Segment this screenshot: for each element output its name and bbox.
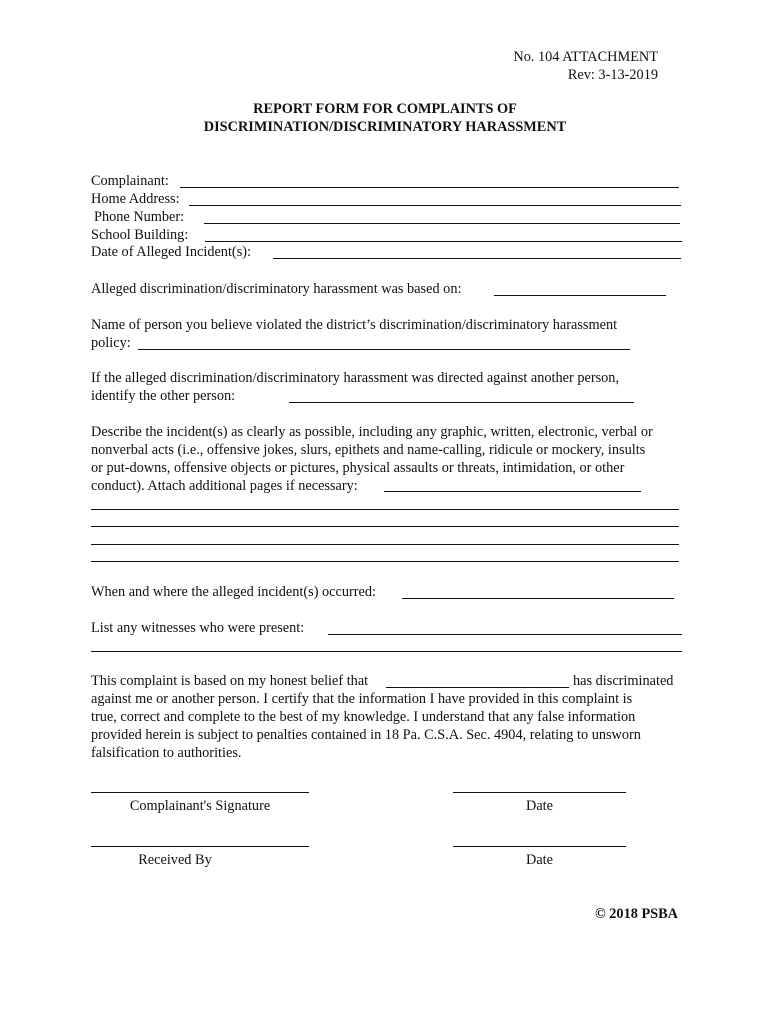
certification-line-1-end: has discriminated <box>573 673 674 689</box>
violator-field[interactable] <box>138 349 630 350</box>
complainant-signature-label: Complainant's Signature <box>129 798 271 814</box>
certification-line-2: against me or another person. I certify that the information I have provided in this complaint is <box>91 691 633 707</box>
received-date-label: Date <box>526 852 553 868</box>
school-building-label: School Building: <box>91 227 189 243</box>
home-address-label: Home Address: <box>91 191 180 207</box>
based-on-label: Alleged discrimination/discriminatory harassment was based on: <box>91 281 462 297</box>
describe-field-line-1[interactable] <box>91 509 679 510</box>
certification-line-1-start: This complaint is based on my honest belief that <box>91 673 369 689</box>
complainant-field[interactable] <box>180 187 679 188</box>
accused-name-field[interactable] <box>386 687 569 688</box>
witnesses-field-line-1[interactable] <box>91 651 682 652</box>
date-of-incident-field[interactable] <box>273 258 681 259</box>
when-where-field[interactable] <box>402 598 674 599</box>
revision-date: Rev: 3-13-2019 <box>567 67 658 83</box>
other-person-question-line-2: identify the other person: <box>91 388 236 404</box>
describe-field-line-2[interactable] <box>91 526 679 527</box>
other-person-field[interactable] <box>289 402 634 403</box>
form-title-line-2: DISCRIMINATION/DISCRIMINATORY HARASSMENT <box>203 119 567 135</box>
complainant-label: Complainant: <box>91 173 169 189</box>
phone-number-field[interactable] <box>204 223 680 224</box>
certification-line-3: true, correct and complete to the best of my knowledge. I understand that any false information <box>91 709 636 725</box>
phone-number-label: Phone Number: <box>94 209 185 225</box>
signature-date-label: Date <box>526 798 553 814</box>
form-title-line-1: REPORT FORM FOR COMPLAINTS OF <box>253 101 517 117</box>
copyright-notice: © 2018 PSBA <box>595 906 678 922</box>
describe-question-line-4: conduct). Attach additional pages if necessary: <box>91 478 358 494</box>
witnesses-label: List any witnesses who were present: <box>91 620 305 636</box>
other-person-question-line-1: If the alleged discrimination/discriminatory harassment was directed against another person, <box>91 370 620 386</box>
complainant-signature-field[interactable] <box>91 792 309 793</box>
describe-question-line-2: nonverbal acts (i.e., offensive jokes, slurs, epithets and name-calling, ridicule or mockery, insults <box>91 442 646 458</box>
school-building-field[interactable] <box>205 241 682 242</box>
when-where-label: When and where the alleged incident(s) occurred: <box>91 584 377 600</box>
home-address-field[interactable] <box>189 205 681 206</box>
certification-line-4: provided herein is subject to penalties contained in 18 Pa. C.S.A. Sec. 4904, relating to unsworn <box>91 727 641 743</box>
describe-field-inline[interactable] <box>384 491 641 492</box>
date-of-incident-label: Date of Alleged Incident(s): <box>91 244 251 260</box>
received-by-label: Received By <box>138 852 212 868</box>
describe-question-line-1: Describe the incident(s) as clearly as possible, including any graphic, written, electronic, verbal or <box>91 424 653 440</box>
violator-question-line-2: policy: <box>91 335 131 351</box>
describe-question-line-3: or put-downs, offensive objects or pictures, physical assaults or threats, intimidation, or other <box>91 460 625 476</box>
based-on-field[interactable] <box>494 295 666 296</box>
violator-question-line-1: Name of person you believe violated the district’s discrimination/discriminatory harassment <box>91 317 618 333</box>
certification-line-5: falsification to authorities. <box>91 745 242 761</box>
witnesses-field-inline[interactable] <box>328 634 682 635</box>
received-by-field[interactable] <box>91 846 309 847</box>
signature-date-field[interactable] <box>453 792 626 793</box>
attachment-number: No. 104 ATTACHMENT <box>513 49 658 65</box>
describe-field-line-3[interactable] <box>91 544 679 545</box>
describe-field-line-4[interactable] <box>91 561 679 562</box>
received-date-field[interactable] <box>453 846 626 847</box>
